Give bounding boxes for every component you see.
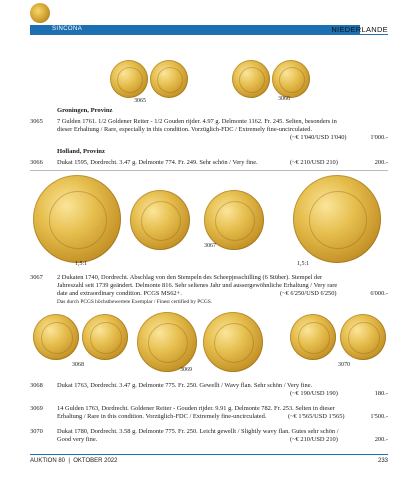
brand-label: SINCONA [52,26,83,32]
coin-3067-reverse-image [204,190,264,250]
coin-3069-reverse-image [203,312,263,372]
coin-3067-obverse-image [130,190,190,250]
lot-number-3067: 3067 [30,274,43,281]
lot-number-3065: 3065 [30,118,43,125]
lot-description-3070-line1: Dukat 1780, Dordrecht. 3.58 g. Delmonte 775. Fr. 250. Leicht gewellt / Slightly wavy flan. Gutes sehr schön / [57,428,339,435]
image-label-3069: 3069 [180,367,192,373]
coin-3068-reverse-image [82,314,128,360]
image-label-3067: 3067 [204,243,216,249]
lot-price-3070: 200.- [374,436,388,443]
divider [30,170,388,171]
footer-auction-label: AUKTION 80 | OKTOBER 2022 [30,458,118,464]
lot-description-3067-line3: date and extraordinary condition. PCGS MS62+. [57,290,182,297]
lot-description-3068-line1: Dukat 1763, Dordrecht. 3.47 g. Delmonte 775. Fr. 250. Gewellt / Wavy flan. Sehr schön / Very fine. [57,382,313,389]
lot-note-3067: Das durch PCGS höchstbewertete Exemplar / Finest certified by PCGS. [57,299,213,305]
coin-3070-obverse-image [290,314,336,360]
lot-number-3066: 3066 [30,159,43,166]
image-label-3065: 3065 [134,98,146,104]
scale-label-left: 1,5:1 [75,261,88,267]
footer-rule [30,454,388,455]
lot-number-3069: 3069 [30,405,43,412]
lot-description-3066-line1: Dukat 1595, Dordrecht. 3.47 g. Delmonte 774. Fr. 249. Sehr schön / Very fine. [57,159,258,166]
scale-label-right: 1,5:1 [297,261,310,267]
lot-description-3065-line2: dieser Erhaltung / Rare, especially in this condition. Vorzüglich-FDC / Extremely fine-uncirculated. [57,126,312,133]
lot-description-3067-line2: Jahreszahl seit 1739 geändert. Delmonte 816. Sehr seltenes Jahr und aussergewöhnliche Erhaltung / Very rare [57,282,338,289]
lot-estimate-3069: (~€ 1'565/USD 1'565) [288,413,345,420]
coin-3070-reverse-image [340,314,386,360]
lot-number-3070: 3070 [30,428,43,435]
lot-description-3069-line2: Erhaltung / Rare in this condition. Vorzüglich-FDC / Extremely fine-uncirculated. [57,413,267,420]
image-label-3068: 3068 [72,362,84,368]
header-rule [30,34,388,35]
lot-price-3067: 6'000.- [370,290,388,297]
section-heading-holland: Holland, Provinz [57,148,105,155]
lot-price-3066: 200.- [374,159,388,166]
coin-3066-reverse-image [272,60,310,98]
section-title: NIEDERLANDE [331,25,388,34]
coin-3065-reverse-image [150,60,188,98]
lot-price-3068: 180.- [374,390,388,397]
lot-description-3069-line1: 14 Gulden 1763, Dordrecht. Goldener Reiter - Gouden rijder. 9.91 g. Delmonte 782. Fr. 253. Selten in dieser [57,405,335,412]
image-label-3066: 3066 [278,96,290,102]
lot-estimate-3070: (~€ 210/USD 210) [290,436,338,443]
page-number: 233 [377,458,388,464]
lot-description-3065-line1: 7 Gulden 1761. 1/2 Goldener Reiter - 1/2 Gouden rijder. 4.97 g. Delmonte 1162. Fr. 245. Selten, besonders in [57,118,337,125]
coin-3067-reverse-enlarged-image [293,175,381,263]
coin-3068-obverse-image [33,314,79,360]
lot-description-3070-line2: Good very fine. [57,436,98,443]
lot-price-3069: 1'500.- [370,413,388,420]
lot-estimate-3068: (~€ 190/USD 190) [290,390,338,397]
coin-3067-obverse-enlarged-image [33,175,121,263]
lot-estimate-3067: (~€ 6'250/USD 6'250) [280,290,337,297]
lot-estimate-3066: (~€ 210/USD 210) [290,159,338,166]
lot-estimate-3065: (~€ 1'040/USD 1'040) [290,134,347,141]
image-label-3070: 3070 [338,362,350,368]
sincona-logo-coin-icon [30,3,50,23]
coin-3069-obverse-image [137,312,197,372]
coin-3066-obverse-image [232,60,270,98]
coin-3065-obverse-image [110,60,148,98]
section-heading-groningen: Groningen, Provinz [57,107,113,114]
lot-price-3065: 1'000.- [370,134,388,141]
lot-description-3067-line1: 2 Dukaten 1740, Dordrecht. Abschlag von den Stempeln des Scheepjesschilling (6 Stüber). Stempel der [57,274,323,281]
lot-number-3068: 3068 [30,382,43,389]
